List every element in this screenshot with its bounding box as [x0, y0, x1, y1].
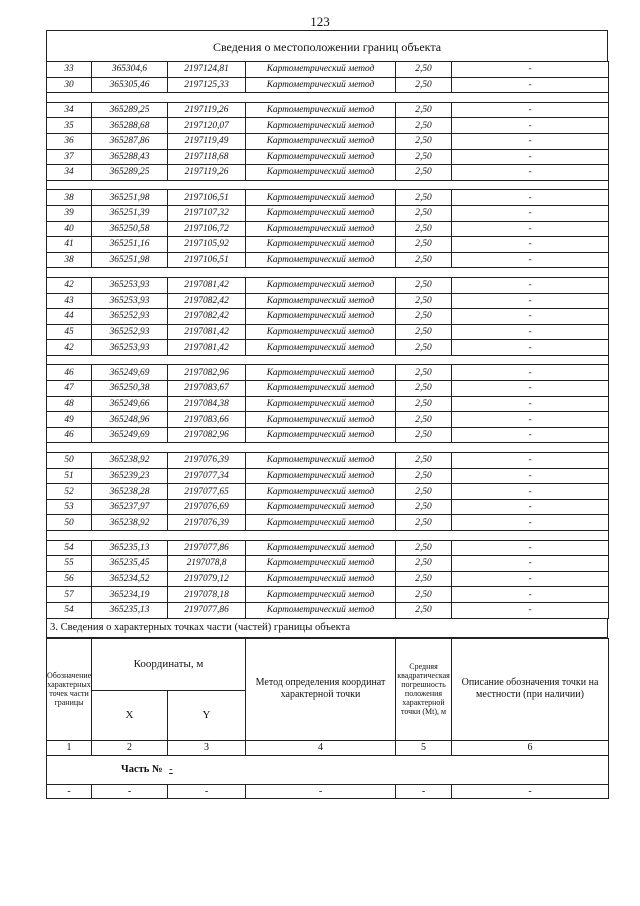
mt-cell: 2,50 [396, 340, 452, 356]
point-number-cell: 57 [47, 587, 92, 603]
point-number-cell: 34 [47, 165, 92, 181]
method-cell: Картометрический метод [246, 190, 396, 206]
method-cell: Картометрический метод [246, 587, 396, 603]
table-row [47, 515, 609, 531]
y-coordinate-cell: 2197081,42 [168, 340, 246, 356]
description-cell: - [452, 412, 609, 428]
point-number-cell: 46 [47, 365, 92, 381]
point-number-cell: 47 [47, 381, 92, 397]
column-number: 6 [452, 740, 609, 755]
header-y: Y [168, 690, 246, 740]
x-coordinate-cell: 365239,23 [92, 468, 168, 484]
method-cell: Картометрический метод [246, 118, 396, 134]
x-coordinate-cell: 365250,38 [92, 381, 168, 397]
mt-cell: 2,50 [396, 499, 452, 515]
point-number-cell: 45 [47, 324, 92, 340]
description-cell: - [452, 221, 609, 237]
y-coordinate-cell: 2197078,18 [168, 587, 246, 603]
description-cell: - [452, 133, 609, 149]
x-coordinate-cell: 365288,68 [92, 118, 168, 134]
table-row [47, 602, 609, 618]
x-coordinate-cell: 365235,13 [92, 540, 168, 556]
y-coordinate-cell: 2197119,26 [168, 165, 246, 181]
table-row [47, 340, 609, 356]
point-number-cell: 37 [47, 149, 92, 165]
point-number-cell: 40 [47, 221, 92, 237]
y-coordinate-cell: 2197076,69 [168, 499, 246, 515]
mt-cell: 2,50 [396, 453, 452, 469]
table-row [47, 77, 609, 93]
table-row [47, 118, 609, 134]
y-coordinate-cell: 2197081,42 [168, 277, 246, 293]
table-row [47, 252, 609, 268]
description-cell: - [452, 252, 609, 268]
method-cell: Картометрический метод [246, 412, 396, 428]
separator-cell [47, 355, 609, 365]
point-number-cell: 33 [47, 62, 92, 78]
mt-cell: 2,50 [396, 62, 452, 78]
method-cell: Картометрический метод [246, 205, 396, 221]
method-cell: Картометрический метод [246, 324, 396, 340]
table-row [47, 365, 609, 381]
point-number-cell: 42 [47, 277, 92, 293]
method-cell: Картометрический метод [246, 365, 396, 381]
description-cell: - [452, 62, 609, 78]
x-coordinate-cell: 365238,28 [92, 484, 168, 500]
mt-cell: 2,50 [396, 118, 452, 134]
description-cell: - [452, 77, 609, 93]
method-cell: Картометрический метод [246, 293, 396, 309]
method-cell: Картометрический метод [246, 133, 396, 149]
mt-cell: 2,50 [396, 381, 452, 397]
header-point: Обозначение характерных точек части границы [47, 638, 92, 740]
point-number-cell: 41 [47, 237, 92, 253]
header-x: X [92, 690, 168, 740]
point-number-cell: 36 [47, 133, 92, 149]
mt-cell: 2,50 [396, 515, 452, 531]
method-cell: Картометрический метод [246, 237, 396, 253]
empty-cell: - [47, 784, 92, 798]
y-coordinate-cell: 2197077,86 [168, 540, 246, 556]
y-coordinate-cell: 2197081,42 [168, 324, 246, 340]
column-number: 5 [396, 740, 452, 755]
mt-cell: 2,50 [396, 587, 452, 603]
table-row [47, 468, 609, 484]
page-number: 123 [310, 14, 330, 29]
y-coordinate-cell: 2197079,12 [168, 571, 246, 587]
empty-cell: - [396, 784, 452, 798]
y-coordinate-cell: 2197076,39 [168, 453, 246, 469]
description-cell: - [452, 118, 609, 134]
y-coordinate-cell: 2197077,34 [168, 468, 246, 484]
description-cell: - [452, 149, 609, 165]
description-cell: - [452, 602, 609, 618]
mt-cell: 2,50 [396, 602, 452, 618]
table-row [47, 571, 609, 587]
y-coordinate-cell: 2197078,8 [168, 556, 246, 572]
x-coordinate-cell: 365238,92 [92, 453, 168, 469]
table-row [47, 190, 609, 206]
mt-cell: 2,50 [396, 309, 452, 325]
y-coordinate-cell: 2197106,51 [168, 252, 246, 268]
column-number: 1 [47, 740, 92, 755]
empty-cell: - [452, 784, 609, 798]
table-row [47, 102, 609, 118]
point-number-cell: 48 [47, 396, 92, 412]
table-row [47, 277, 609, 293]
x-coordinate-cell: 365249,69 [92, 427, 168, 443]
column-number: 2 [92, 740, 168, 755]
table-row [47, 484, 609, 500]
description-cell: - [452, 515, 609, 531]
point-number-cell: 38 [47, 190, 92, 206]
y-coordinate-cell: 2197124,81 [168, 62, 246, 78]
separator-cell [47, 531, 609, 541]
y-coordinate-cell: 2197082,42 [168, 309, 246, 325]
point-number-cell: 46 [47, 427, 92, 443]
point-number-cell: 42 [47, 340, 92, 356]
column-number: 3 [168, 740, 246, 755]
separator-cell [47, 93, 609, 103]
description-cell: - [452, 484, 609, 500]
description-cell: - [452, 340, 609, 356]
x-coordinate-cell: 365250,58 [92, 221, 168, 237]
table-row [47, 587, 609, 603]
method-cell: Картометрический метод [246, 252, 396, 268]
method-cell: Картометрический метод [246, 340, 396, 356]
table-row [47, 499, 609, 515]
y-coordinate-cell: 2197125,33 [168, 77, 246, 93]
separator-cell [47, 268, 609, 278]
x-coordinate-cell: 365238,92 [92, 515, 168, 531]
column-number: 4 [246, 740, 396, 755]
x-coordinate-cell: 365251,98 [92, 190, 168, 206]
point-number-cell: 56 [47, 571, 92, 587]
section-title: Сведения о местоположении границ объекта [46, 30, 608, 61]
x-coordinate-cell: 365249,69 [92, 365, 168, 381]
description-cell: - [452, 468, 609, 484]
separator-row [47, 93, 609, 103]
header-method: Метод определения координат характерной точки [246, 638, 396, 740]
x-coordinate-cell: 365304,6 [92, 62, 168, 78]
table-row [47, 540, 609, 556]
method-cell: Картометрический метод [246, 309, 396, 325]
table-row [47, 221, 609, 237]
point-number-cell: 39 [47, 205, 92, 221]
document-frame [46, 30, 608, 799]
method-cell: Картометрический метод [246, 381, 396, 397]
x-coordinate-cell: 365252,93 [92, 324, 168, 340]
part-label-cell [47, 755, 609, 784]
table-row [47, 556, 609, 572]
part-points-table [46, 638, 609, 799]
method-cell: Картометрический метод [246, 221, 396, 237]
y-coordinate-cell: 2197076,39 [168, 515, 246, 531]
method-cell: Картометрический метод [246, 165, 396, 181]
table-row [47, 62, 609, 78]
mt-cell: 2,50 [396, 556, 452, 572]
x-coordinate-cell: 365289,25 [92, 102, 168, 118]
method-cell: Картометрический метод [246, 277, 396, 293]
y-coordinate-cell: 2197083,67 [168, 381, 246, 397]
method-cell: Картометрический метод [246, 77, 396, 93]
description-cell: - [452, 587, 609, 603]
point-number-cell: 50 [47, 515, 92, 531]
x-coordinate-cell: 365251,98 [92, 252, 168, 268]
mt-cell: 2,50 [396, 190, 452, 206]
y-coordinate-cell: 2197082,96 [168, 427, 246, 443]
y-coordinate-cell: 2197118,68 [168, 149, 246, 165]
description-cell: - [452, 309, 609, 325]
table-row [47, 133, 609, 149]
x-coordinate-cell: 365251,16 [92, 237, 168, 253]
mt-cell: 2,50 [396, 427, 452, 443]
x-coordinate-cell: 365305,46 [92, 77, 168, 93]
description-cell: - [452, 293, 609, 309]
mt-cell: 2,50 [396, 324, 452, 340]
method-cell: Картометрический метод [246, 484, 396, 500]
mt-cell: 2,50 [396, 540, 452, 556]
mt-cell: 2,50 [396, 365, 452, 381]
x-coordinate-cell: 365234,19 [92, 587, 168, 603]
point-number-cell: 52 [47, 484, 92, 500]
separator-row [47, 443, 609, 453]
description-cell: - [452, 556, 609, 572]
x-coordinate-cell: 365249,66 [92, 396, 168, 412]
description-cell: - [452, 205, 609, 221]
mt-cell: 2,50 [396, 571, 452, 587]
description-cell: - [452, 165, 609, 181]
method-cell: Картометрический метод [246, 571, 396, 587]
part-value: - [169, 763, 173, 775]
table-row [47, 396, 609, 412]
method-cell: Картометрический метод [246, 453, 396, 469]
point-number-cell: 53 [47, 499, 92, 515]
y-coordinate-cell: 2197119,26 [168, 102, 246, 118]
x-coordinate-cell: 365289,25 [92, 165, 168, 181]
mt-cell: 2,50 [396, 277, 452, 293]
point-number-cell: 51 [47, 468, 92, 484]
header-mt: Средняя квадратическая погрешность положения характерной точки (Мt), м [396, 638, 452, 740]
mt-cell: 2,50 [396, 293, 452, 309]
point-number-cell: 49 [47, 412, 92, 428]
y-coordinate-cell: 2197119,49 [168, 133, 246, 149]
x-coordinate-cell: 365251,39 [92, 205, 168, 221]
point-number-cell: 55 [47, 556, 92, 572]
method-cell: Картометрический метод [246, 396, 396, 412]
method-cell: Картометрический метод [246, 427, 396, 443]
table-row [47, 237, 609, 253]
header-description: Описание обозначения точки на местности (при наличии) [452, 638, 609, 740]
point-number-cell: 38 [47, 252, 92, 268]
separator-row [47, 180, 609, 190]
point-number-cell: 54 [47, 540, 92, 556]
point-number-cell: 44 [47, 309, 92, 325]
y-coordinate-cell: 2197120,07 [168, 118, 246, 134]
description-cell: - [452, 277, 609, 293]
separator-row [47, 268, 609, 278]
table-row [47, 149, 609, 165]
description-cell: - [452, 237, 609, 253]
mt-cell: 2,50 [396, 237, 452, 253]
mt-cell: 2,50 [396, 77, 452, 93]
mt-cell: 2,50 [396, 102, 452, 118]
y-coordinate-cell: 2197083,66 [168, 412, 246, 428]
y-coordinate-cell: 2197082,42 [168, 293, 246, 309]
table-row [47, 205, 609, 221]
table-row [47, 427, 609, 443]
part-label: Часть № [121, 763, 163, 775]
mt-cell: 2,50 [396, 205, 452, 221]
y-coordinate-cell: 2197106,72 [168, 221, 246, 237]
x-coordinate-cell: 365252,93 [92, 309, 168, 325]
mt-cell: 2,50 [396, 252, 452, 268]
x-coordinate-cell: 365248,96 [92, 412, 168, 428]
description-cell: - [452, 571, 609, 587]
y-coordinate-cell: 2197077,65 [168, 484, 246, 500]
point-number-cell: 35 [47, 118, 92, 134]
method-cell: Картометрический метод [246, 540, 396, 556]
mt-cell: 2,50 [396, 396, 452, 412]
mt-cell: 2,50 [396, 165, 452, 181]
y-coordinate-cell: 2197077,86 [168, 602, 246, 618]
x-coordinate-cell: 365235,45 [92, 556, 168, 572]
method-cell: Картометрический метод [246, 149, 396, 165]
mt-cell: 2,50 [396, 149, 452, 165]
mt-cell: 2,50 [396, 412, 452, 428]
table-row [47, 309, 609, 325]
description-cell: - [452, 540, 609, 556]
x-coordinate-cell: 365237,97 [92, 499, 168, 515]
header-coordinates: Координаты, м [92, 638, 246, 690]
section-3-title: 3. Сведения о характерных точках части (частей) границы объекта [46, 619, 608, 638]
separator-row [47, 531, 609, 541]
table-row [47, 324, 609, 340]
description-cell: - [452, 190, 609, 206]
description-cell: - [452, 396, 609, 412]
mt-cell: 2,50 [396, 133, 452, 149]
point-number-cell: 50 [47, 453, 92, 469]
description-cell: - [452, 381, 609, 397]
point-number-cell: 30 [47, 77, 92, 93]
y-coordinate-cell: 2197084,38 [168, 396, 246, 412]
separator-row [47, 355, 609, 365]
x-coordinate-cell: 365253,93 [92, 277, 168, 293]
empty-cell: - [168, 784, 246, 798]
mt-cell: 2,50 [396, 484, 452, 500]
point-number-cell: 34 [47, 102, 92, 118]
table-row [47, 293, 609, 309]
mt-cell: 2,50 [396, 221, 452, 237]
separator-cell [47, 443, 609, 453]
table-row [47, 412, 609, 428]
x-coordinate-cell: 365287,86 [92, 133, 168, 149]
x-coordinate-cell: 365253,93 [92, 293, 168, 309]
table-row [47, 453, 609, 469]
point-number-cell: 43 [47, 293, 92, 309]
x-coordinate-cell: 365234,52 [92, 571, 168, 587]
description-cell: - [452, 427, 609, 443]
method-cell: Картометрический метод [246, 102, 396, 118]
empty-cell: - [92, 784, 168, 798]
x-coordinate-cell: 365288,43 [92, 149, 168, 165]
description-cell: - [452, 499, 609, 515]
mt-cell: 2,50 [396, 468, 452, 484]
method-cell: Картометрический метод [246, 62, 396, 78]
description-cell: - [452, 365, 609, 381]
method-cell: Картометрический метод [246, 468, 396, 484]
y-coordinate-cell: 2197105,92 [168, 237, 246, 253]
table-row [47, 381, 609, 397]
description-cell: - [452, 102, 609, 118]
y-coordinate-cell: 2197107,32 [168, 205, 246, 221]
method-cell: Картометрический метод [246, 499, 396, 515]
x-coordinate-cell: 365235,13 [92, 602, 168, 618]
method-cell: Картометрический метод [246, 556, 396, 572]
point-number-cell: 54 [47, 602, 92, 618]
empty-cell: - [246, 784, 396, 798]
separator-cell [47, 180, 609, 190]
boundary-points-table [46, 61, 609, 619]
method-cell: Картометрический метод [246, 515, 396, 531]
y-coordinate-cell: 2197082,96 [168, 365, 246, 381]
method-cell: Картометрический метод [246, 602, 396, 618]
y-coordinate-cell: 2197106,51 [168, 190, 246, 206]
description-cell: - [452, 324, 609, 340]
table-row [47, 165, 609, 181]
description-cell: - [452, 453, 609, 469]
x-coordinate-cell: 365253,93 [92, 340, 168, 356]
